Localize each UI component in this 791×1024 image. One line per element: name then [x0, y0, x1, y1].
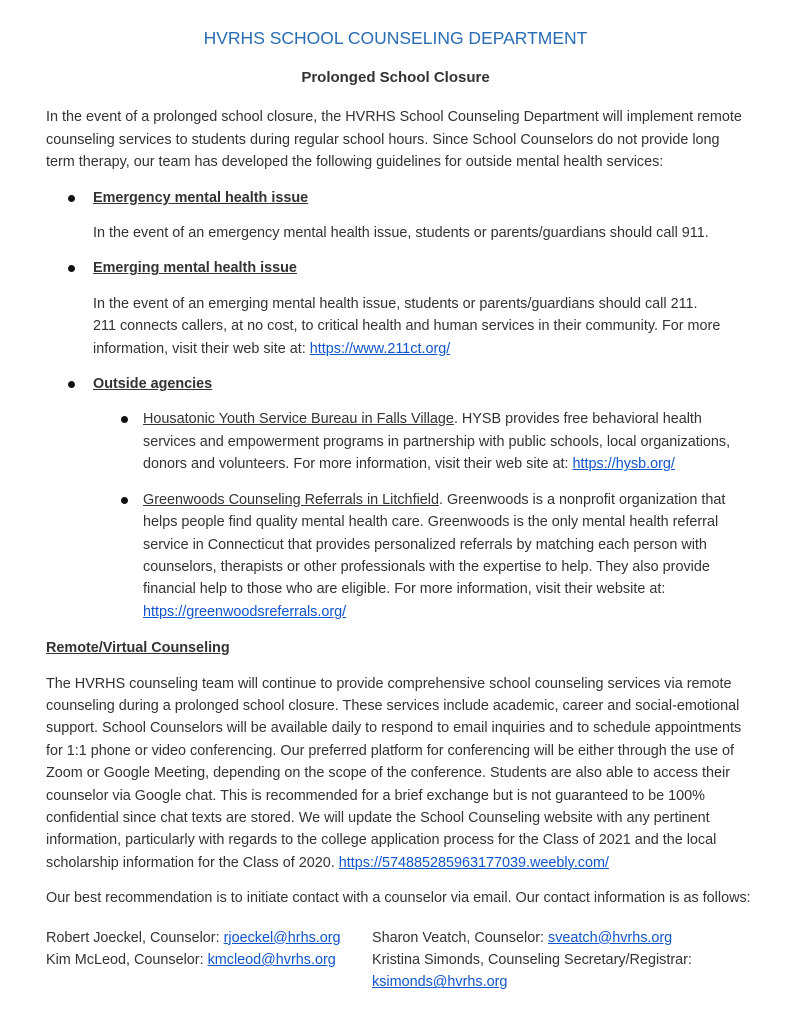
emerging-body: [93, 293, 745, 360]
bullet-dot-icon: [121, 416, 128, 423]
link-211ct[interactable]: https://www.211ct.org/: [309, 340, 451, 357]
bullet-emerging-heading: [46, 257, 745, 279]
email-link-sveatch[interactable]: sveatch@hvrhs.org: [548, 929, 673, 946]
bullet-dot-icon: [121, 497, 128, 504]
bullet-dot-icon: [68, 195, 75, 202]
agency-hysb-body: . HYSB provides free behavioral health services and empowerment programs in partnership with public schools, local organizations, donors and volunteers. For more information, visit their web site at:: [143, 411, 731, 473]
contact-column-right: [372, 927, 745, 994]
emerging-body-line2: 211 connects callers, at no cost, to critical health and human services in their community. For more information, visit their web site at:: [93, 318, 721, 357]
link-greenwoods[interactable]: https://greenwoodsreferrals.org/: [143, 603, 347, 620]
contact-label: Robert Joeckel, Counselor:: [46, 929, 224, 946]
agency-greenwoods-body: . Greenwoods is a nonprofit organization that helps people find quality mental health care. Greenwoods is the only mental health referral service in Connecticut that provides personalized referrals by matching each person with counselors, therapists or other professionals with the expertise to help. They also provide financial help to those who are eligible. For more information, visit their website at:: [143, 491, 726, 598]
link-hysb[interactable]: https://hysb.org/: [572, 456, 675, 473]
contact-info: [46, 927, 745, 994]
email-link-rjoeckel[interactable]: rjoeckel@hrhs.org: [223, 929, 341, 946]
agency-greenwoods-name: Greenwoods Counseling Referrals in Litchfield: [143, 491, 439, 508]
contact-label: Kim McLeod, Counselor:: [46, 952, 208, 968]
contact-robert-joeckel: [46, 927, 372, 949]
emergency-body: In the event of an emergency mental health issue, students or parents/guardians should call 911.: [93, 225, 709, 242]
contact-kristina-simonds: [372, 949, 745, 994]
contact-label: Kristina Simonds, Counseling Secretary/Registrar:: [372, 952, 692, 968]
bullet-emergency-heading: [46, 187, 745, 209]
bullet-outside-heading: [46, 373, 745, 395]
agency-hysb-name: Housatonic Youth Service Bureau in Falls Village: [143, 411, 454, 428]
agency-greenwoods-text: [143, 489, 745, 623]
page-title: HVRHS SCHOOL COUNSELING DEPARTMENT: [203, 28, 588, 48]
bullet-agency-hysb: [46, 408, 745, 475]
intro-paragraph: In the event of a prolonged school closure, the HVRHS School Counseling Department will implement remote counseling services to students during regular school hours. Since School Counselors do not provide long term therapy, our team has developed the following guidelines for outside mental health services:: [46, 109, 742, 171]
outside-heading-label: Outside agencies: [93, 376, 213, 393]
agency-hysb-text: [143, 408, 745, 475]
contact-label: Sharon Veatch, Counselor:: [372, 929, 548, 946]
remote-section-heading: Remote/Virtual Counseling: [46, 640, 230, 657]
emergency-heading-label: Emergency mental health issue: [93, 189, 309, 206]
contact-sharon-veatch: [372, 927, 745, 949]
contact-kim-mcleod: [46, 949, 372, 971]
contact-column-left: [46, 927, 372, 994]
emerging-body-line1: In the event of an emerging mental health issue, students or parents/guardians should call 211.: [93, 295, 698, 312]
bullet-dot-icon: [68, 265, 75, 272]
emerging-heading-label: Emerging mental health issue: [93, 260, 297, 277]
link-weebly[interactable]: https://574885285963177039.weebly.com/: [338, 854, 609, 871]
closing-paragraph: Our best recommendation is to initiate contact with a counselor via email. Our contact information is as follows:: [46, 890, 751, 907]
remote-section-body: [46, 673, 745, 875]
bullet-agency-greenwoods: [46, 489, 745, 623]
remote-body-text: The HVRHS counseling team will continue to provide comprehensive school counseling services via remote counseling during a prolonged school closure. These services include academic, career and social-emotional support. School Counselors will be available daily to respond to email inquiries and to schedule appointments for 1:1 phone or video conferencing. Our preferred platform for conferencing will be either through the use of Zoom or Google Meeting, depending on the scope of the conference. Students are also able to access their counselor via Google chat. This is recommended for a brief exchange but is not guaranteed to be 100% confidential since chat texts are stored. We will update the School Counseling website with any pertinent information, particularly with regards to the college application process for the Class of 2021 and the local scholarship information for the Class of 2020.: [46, 675, 742, 871]
bullet-dot-icon: [68, 381, 75, 388]
email-link-ksimonds[interactable]: ksimonds@hvrhs.org: [372, 974, 508, 991]
email-link-kmcleod[interactable]: kmcleod@hvrhs.org: [207, 952, 336, 968]
page-subtitle: Prolonged School Closure: [301, 69, 490, 86]
